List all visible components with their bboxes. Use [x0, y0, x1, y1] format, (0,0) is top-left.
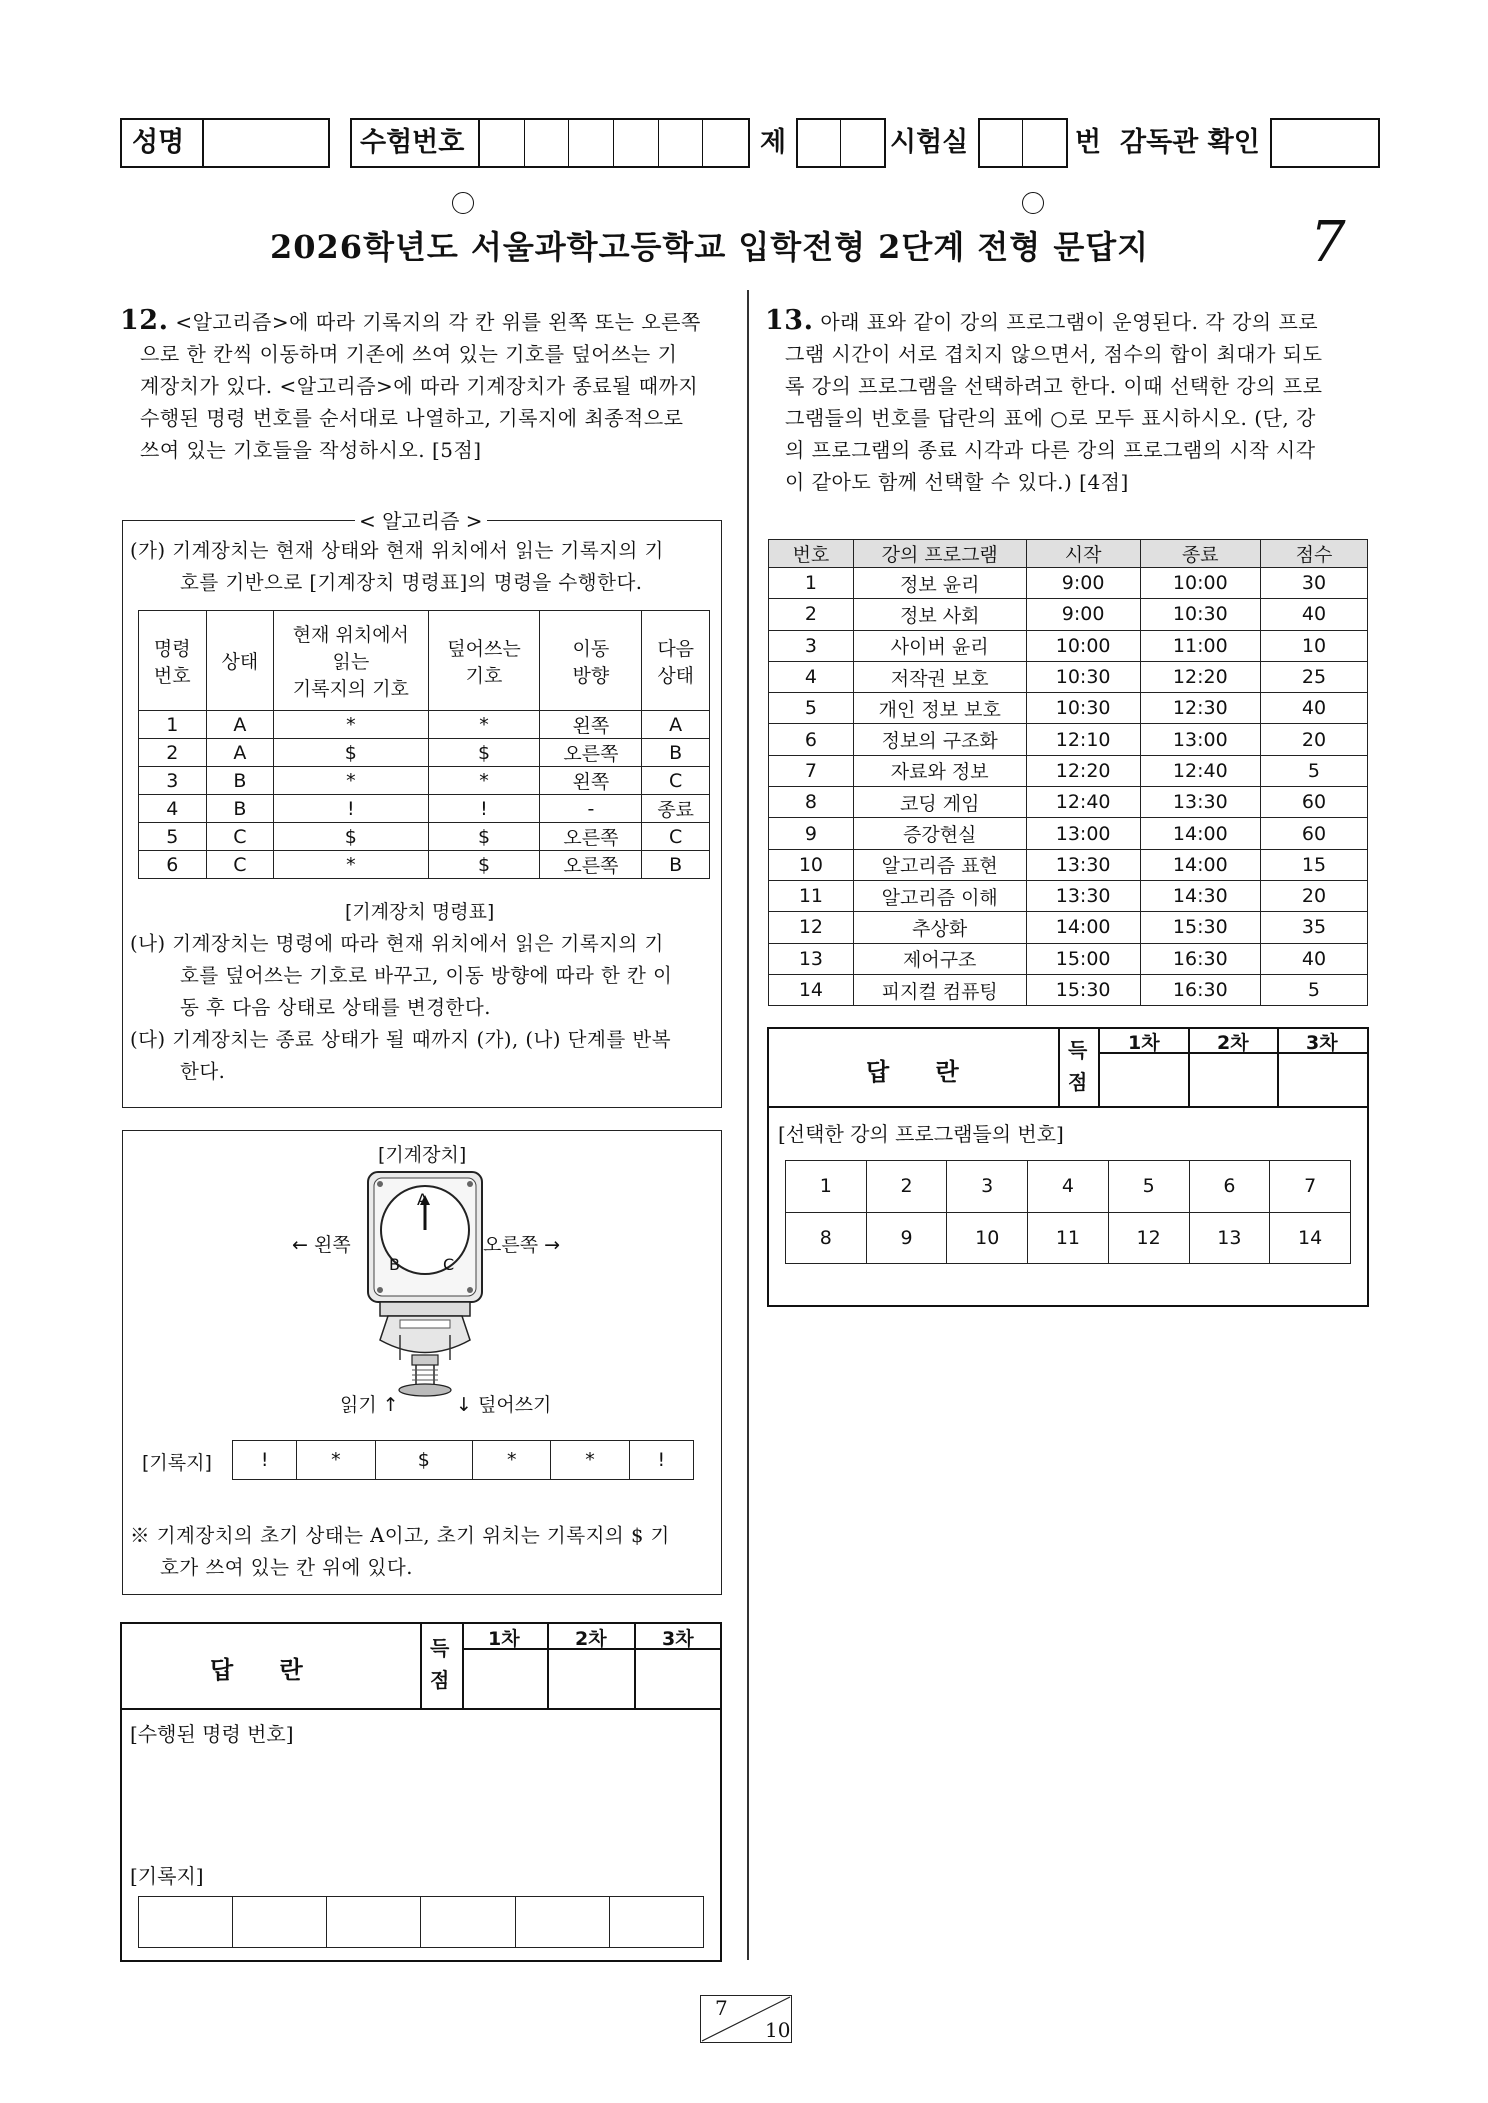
lecture-cell: 추상화 [853, 912, 1026, 943]
lecture-cell: 35 [1260, 912, 1367, 943]
command-cell: - [540, 795, 642, 823]
tape-answer-cell[interactable] [515, 1897, 609, 1948]
name-label: 성명 [132, 127, 185, 158]
q13-answer-label: 답 란 [866, 1058, 959, 1086]
lecture-header: 점수 [1260, 540, 1367, 568]
page-indicator [700, 1995, 792, 2043]
command-cell: 오른쪽 [540, 851, 642, 879]
lecture-cell: 12:20 [1026, 755, 1140, 786]
q13-round-3: 3차 [1306, 1032, 1338, 1054]
q13-score-2[interactable] [1190, 1054, 1276, 1104]
q12-score-3[interactable] [636, 1650, 720, 1706]
lecture-cell: 12:20 [1140, 661, 1260, 692]
command-cell: B [642, 739, 710, 767]
q12-line: 으로 한 칸씩 이동하며 기존에 쓰여 있는 기호를 덮어쓰는 기 [140, 342, 678, 366]
lecture-cell: 12 [769, 912, 854, 943]
command-row [139, 711, 710, 739]
da-line: 한다. [180, 1060, 226, 1083]
tape-answer-cell[interactable] [609, 1897, 703, 1948]
q12-tape-answer[interactable] [138, 1896, 704, 1948]
na-line: (나) 기계장치는 명령에 따라 현재 위치에서 읽은 기록지의 기 [130, 932, 664, 955]
lecture-cell: 14:30 [1140, 880, 1260, 911]
right-direction-label: 오른쪽 → [483, 1234, 561, 1256]
q12-commands-label: [수행된 명령 번호] [130, 1722, 294, 1746]
lecture-cell: 4 [769, 661, 854, 692]
dial-label-c: C [443, 1255, 455, 1274]
selection-cell[interactable]: 14 [1270, 1212, 1351, 1264]
command-cell: 4 [139, 795, 207, 823]
lecture-cell: 15:30 [1140, 912, 1260, 943]
selection-cell[interactable]: 13 [1189, 1212, 1270, 1264]
lecture-cell: 6 [769, 724, 854, 755]
command-cell: A [206, 711, 274, 739]
circle-mark-left [452, 192, 474, 214]
command-cell: 오른쪽 [540, 823, 642, 851]
command-cell: $ [428, 739, 540, 767]
lecture-cell: 30 [1260, 568, 1367, 599]
column-divider [747, 290, 749, 1960]
q12-score-label: 득 점 [430, 1636, 450, 1692]
lecture-table [768, 539, 1368, 1006]
lecture-cell: 10:30 [1026, 693, 1140, 724]
q13-line: 그램 시간이 서로 겹치지 않으면서, 점수의 합이 최대가 되도 [785, 342, 1323, 366]
lecture-cell: 13:30 [1026, 849, 1140, 880]
q12-round-2: 2차 [575, 1628, 607, 1650]
command-cell: $ [274, 823, 428, 851]
lecture-row [769, 974, 1368, 1005]
selection-cell[interactable]: 7 [1270, 1161, 1351, 1213]
lecture-header: 강의 프로그램 [853, 540, 1026, 568]
lecture-cell: 9 [769, 818, 854, 849]
lecture-cell: 5 [1260, 974, 1367, 1005]
lecture-cell: 10:00 [1140, 568, 1260, 599]
lecture-cell: 10:00 [1026, 630, 1140, 661]
algorithm-title: < 알고리즘 > [355, 505, 487, 534]
lecture-cell: 12:10 [1026, 724, 1140, 755]
lecture-cell: 12:40 [1026, 787, 1140, 818]
current-page: 7 [715, 1996, 728, 2020]
q12-line: <알고리즘>에 따라 기록지의 각 칸 위를 왼쪽 또는 오른쪽 [175, 310, 701, 334]
lecture-row [769, 630, 1368, 661]
command-row [139, 851, 710, 879]
lecture-cell: 코딩 게임 [853, 787, 1026, 818]
command-row [139, 823, 710, 851]
page-number-large: 7 [1310, 210, 1346, 275]
selection-cell[interactable]: 5 [1108, 1161, 1189, 1213]
q13-stem [765, 305, 1385, 498]
lecture-cell: 증강현실 [853, 818, 1026, 849]
lecture-row [769, 943, 1368, 974]
q12-line: 수행된 명령 번호를 순서대로 나열하고, 기록지에 최종적으로 [140, 406, 684, 430]
command-cell: C [642, 767, 710, 795]
command-cell: C [642, 823, 710, 851]
tape-table [232, 1440, 694, 1480]
command-cell: 1 [139, 711, 207, 739]
command-cell: * [428, 767, 540, 795]
q12-number: 12. [120, 305, 169, 336]
q13-line: 그램들의 번호를 답란의 표에 ○로 모두 표시하시오. (단, 강 [785, 406, 1316, 430]
lecture-row [769, 724, 1368, 755]
room-label: 시험실 [890, 127, 969, 158]
lecture-cell: 15:00 [1026, 943, 1140, 974]
lecture-cell: 12:30 [1140, 693, 1260, 724]
tape-cell: * [473, 1441, 551, 1480]
selection-cell[interactable]: 12 [1108, 1212, 1189, 1264]
note-line: 호가 쓰여 있는 칸 위에 있다. [160, 1556, 413, 1579]
lecture-cell: 20 [1260, 724, 1367, 755]
dial-label-a: A [417, 1190, 428, 1209]
lecture-cell: 14:00 [1026, 912, 1140, 943]
lecture-cell: 16:30 [1140, 943, 1260, 974]
lecture-cell: 알고리즘 표현 [853, 849, 1026, 880]
lecture-cell: 3 [769, 630, 854, 661]
machine-label: [기계장치] [378, 1144, 467, 1166]
q12-round-1: 1차 [488, 1628, 520, 1650]
command-cell: ! [428, 795, 540, 823]
lecture-cell: 9:00 [1026, 599, 1140, 630]
lecture-cell: 25 [1260, 661, 1367, 692]
lecture-cell: 알고리즘 이해 [853, 880, 1026, 911]
machine-note [130, 1520, 720, 1584]
q12-line: 쓰여 있는 기호들을 작성하시오. [5점] [140, 438, 482, 462]
lecture-cell: 10:30 [1140, 599, 1260, 630]
command-cell: 종료 [642, 795, 710, 823]
q12-commands-answer[interactable] [130, 1750, 710, 1850]
lecture-cell: 정보 윤리 [853, 568, 1026, 599]
cmd-header: 상태 [206, 611, 274, 711]
selection-cell[interactable]: 2 [866, 1161, 947, 1213]
q13-score-3[interactable] [1279, 1054, 1367, 1104]
lecture-cell: 10 [1260, 630, 1367, 661]
q13-round-1: 1차 [1128, 1032, 1160, 1054]
lecture-cell: 11:00 [1140, 630, 1260, 661]
q13-line: 의 프로그램의 종료 시각과 다른 강의 프로그램의 시작 시각 [785, 438, 1316, 462]
lecture-row [769, 787, 1368, 818]
command-cell: 왼쪽 [540, 767, 642, 795]
lecture-row [769, 818, 1368, 849]
q13-line: 이 같아도 함께 선택할 수 있다.) [4점] [785, 470, 1129, 494]
lecture-cell: 13:00 [1140, 724, 1260, 755]
lecture-cell: 10 [769, 849, 854, 880]
command-cell: C [206, 851, 274, 879]
exam-number-field[interactable] [478, 118, 750, 168]
tape-cell: * [551, 1441, 629, 1480]
selection-cell[interactable]: 4 [1028, 1161, 1109, 1213]
command-row [139, 795, 710, 823]
lecture-row [769, 912, 1368, 943]
lecture-cell: 10:30 [1026, 661, 1140, 692]
command-cell: $ [274, 739, 428, 767]
q13-selection-grid[interactable] [785, 1160, 1351, 1264]
tape-answer-cell[interactable] [139, 1897, 233, 1948]
read-label: 읽기 ↑ [340, 1394, 399, 1416]
command-cell: 왼쪽 [540, 711, 642, 739]
command-cell: C [206, 823, 274, 851]
q12-round-3: 3차 [662, 1628, 694, 1650]
lecture-cell: 15:30 [1026, 974, 1140, 1005]
q12-score-2[interactable] [549, 1650, 633, 1706]
tape-label: [기록지] [142, 1452, 212, 1474]
na-line: 호를 덮어쓰는 기호로 바꾸고, 이동 방향에 따라 한 칸 이 [180, 964, 673, 987]
tape-cell: $ [375, 1441, 473, 1480]
tape-answer-cell[interactable] [421, 1897, 515, 1948]
beon-label: 번 [1075, 127, 1102, 158]
seat-field[interactable] [796, 118, 886, 168]
lecture-cell: 20 [1260, 880, 1367, 911]
lecture-cell: 개인 정보 보호 [853, 693, 1026, 724]
command-cell: * [274, 767, 428, 795]
supervisor-field[interactable] [1270, 118, 1380, 168]
lecture-cell: 8 [769, 787, 854, 818]
command-table-caption: [기계장치 명령표] [345, 901, 495, 923]
note-line: ※ 기계장치의 초기 상태는 A이고, 초기 위치는 기록지의 $ 기 [130, 1524, 670, 1547]
tape-cell: * [297, 1441, 375, 1480]
lecture-cell: 14:00 [1140, 849, 1260, 880]
lecture-cell: 5 [769, 693, 854, 724]
q13-round-2: 2차 [1217, 1032, 1249, 1054]
lecture-cell: 사이버 윤리 [853, 630, 1026, 661]
command-cell: B [206, 767, 274, 795]
q12-stem [120, 305, 730, 466]
lecture-row [769, 755, 1368, 786]
exam-number-label: 수험번호 [360, 127, 465, 158]
lecture-cell: 13:30 [1140, 787, 1260, 818]
command-cell: ! [274, 795, 428, 823]
q12-tape-answer-label: [기록지] [130, 1864, 204, 1888]
ga-line: 호를 기반으로 [기계장치 명령표]의 명령을 수행한다. [180, 571, 643, 594]
command-cell: A [206, 739, 274, 767]
lecture-row [769, 880, 1368, 911]
lecture-row [769, 599, 1368, 630]
q13-line: 록 강의 프로그램을 선택하려고 한다. 이때 선택한 강의 프로 [785, 374, 1323, 398]
lecture-cell: 11 [769, 880, 854, 911]
algo-ga [130, 535, 720, 599]
lecture-row [769, 661, 1368, 692]
lecture-cell: 14:00 [1140, 818, 1260, 849]
q12-answer-label: 답 란 [210, 1656, 303, 1684]
selection-cell[interactable]: 10 [947, 1212, 1028, 1264]
dial-label-b: B [389, 1255, 400, 1274]
ga-line: (가) 기계장치는 현재 상태와 현재 위치에서 읽는 기록지의 기 [130, 539, 664, 562]
selection-cell[interactable]: 9 [866, 1212, 947, 1264]
lecture-cell: 정보 사회 [853, 599, 1026, 630]
command-table [138, 610, 710, 879]
lecture-header: 시작 [1026, 540, 1140, 568]
lecture-cell: 13 [769, 943, 854, 974]
lecture-cell: 정보의 구조화 [853, 724, 1026, 755]
lecture-cell: 1 [769, 568, 854, 599]
cmd-header: 다음 상태 [642, 611, 710, 711]
tape-answer-cell[interactable] [233, 1897, 327, 1948]
lecture-cell: 피지컬 컴퓨팅 [853, 974, 1026, 1005]
selection-cell[interactable]: 6 [1189, 1161, 1270, 1213]
page-title: 2026학년도 서울과학고등학교 입학전형 2단계 전형 문답지 [270, 228, 1150, 266]
command-cell: * [274, 711, 428, 739]
lecture-cell: 자료와 정보 [853, 755, 1026, 786]
lecture-cell: 5 [1260, 755, 1367, 786]
q13-line: 아래 표와 같이 강의 프로그램이 운영된다. 각 강의 프로 [820, 310, 1319, 334]
lecture-header: 종료 [1140, 540, 1260, 568]
command-cell: * [428, 711, 540, 739]
command-cell: 5 [139, 823, 207, 851]
tape-cell: ! [233, 1441, 297, 1480]
da-line: (다) 기계장치는 종료 상태가 될 때까지 (가), (나) 단계를 반복 [130, 1028, 672, 1051]
exam-header [120, 118, 1380, 174]
na-line: 동 후 다음 상태로 상태를 변경한다. [180, 996, 491, 1019]
command-cell: B [206, 795, 274, 823]
name-field[interactable] [204, 118, 330, 168]
tape-cell: ! [629, 1441, 693, 1480]
command-cell: $ [428, 823, 540, 851]
command-cell: 6 [139, 851, 207, 879]
lecture-cell: 60 [1260, 818, 1367, 849]
command-cell: 3 [139, 767, 207, 795]
lecture-cell: 12:40 [1140, 755, 1260, 786]
lecture-cell: 7 [769, 755, 854, 786]
selection-cell[interactable]: 1 [786, 1161, 867, 1213]
je-label: 제 [760, 127, 787, 158]
lecture-cell: 14 [769, 974, 854, 1005]
write-label: ↓ 덮어쓰기 [456, 1394, 552, 1416]
lecture-row [769, 693, 1368, 724]
cmd-header: 덮어쓰는 기호 [428, 611, 540, 711]
command-cell: B [642, 851, 710, 879]
lecture-header: 번호 [769, 540, 854, 568]
lecture-cell: 저작권 보호 [853, 661, 1026, 692]
cmd-header: 현재 위치에서 읽는 기록지의 기호 [274, 611, 428, 711]
lecture-cell: 9:00 [1026, 568, 1140, 599]
lecture-cell: 13:00 [1026, 818, 1140, 849]
algo-na-da [130, 928, 720, 1088]
selection-cell[interactable]: 11 [1028, 1212, 1109, 1264]
command-row [139, 739, 710, 767]
lecture-cell: 제어구조 [853, 943, 1026, 974]
total-pages: 10 [765, 2018, 791, 2042]
q13-score-label: 득 점 [1068, 1038, 1088, 1094]
lecture-cell: 16:30 [1140, 974, 1260, 1005]
tape-answer-cell[interactable] [327, 1897, 421, 1948]
q13-select-label: [선택한 강의 프로그램들의 번호] [778, 1122, 1064, 1146]
q12-score-1[interactable] [464, 1650, 546, 1706]
cmd-header: 명령 번호 [139, 611, 207, 711]
cmd-header: 이동 방향 [540, 611, 642, 711]
q13-number: 13. [765, 305, 814, 336]
lecture-cell: 15 [1260, 849, 1367, 880]
command-cell: * [274, 851, 428, 879]
lecture-cell: 60 [1260, 787, 1367, 818]
command-cell: A [642, 711, 710, 739]
circle-mark-right [1022, 192, 1044, 214]
lecture-cell: 2 [769, 599, 854, 630]
selection-cell[interactable]: 8 [786, 1212, 867, 1264]
command-cell: 오른쪽 [540, 739, 642, 767]
lecture-cell: 40 [1260, 943, 1367, 974]
command-row [139, 767, 710, 795]
command-cell: $ [428, 851, 540, 879]
supervisor-label: 감독관 확인 [1120, 127, 1260, 158]
selection-cell[interactable]: 3 [947, 1161, 1028, 1213]
q12-line: 계장치가 있다. <알고리즘>에 따라 기계장치가 종료될 때까지 [140, 374, 699, 398]
command-cell: 2 [139, 739, 207, 767]
lecture-row [769, 849, 1368, 880]
lecture-cell: 13:30 [1026, 880, 1140, 911]
lecture-cell: 40 [1260, 693, 1367, 724]
lecture-row [769, 568, 1368, 599]
room-field[interactable] [978, 118, 1068, 168]
q13-score-1[interactable] [1100, 1054, 1186, 1104]
lecture-cell: 40 [1260, 599, 1367, 630]
left-direction-label: ← 왼쪽 [292, 1234, 351, 1256]
